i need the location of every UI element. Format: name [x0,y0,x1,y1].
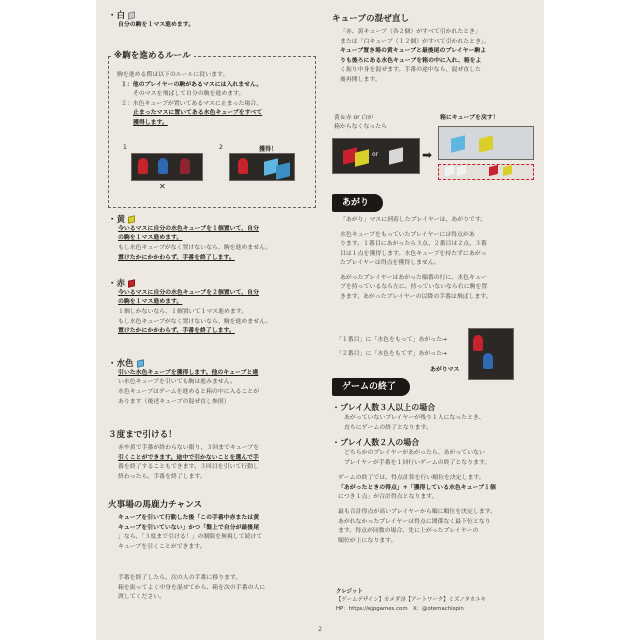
remix-line5: く振り中身を混ぜます。手番の途中なら、混ぜ直した [340,67,481,74]
credit-title: クレジット [336,589,363,595]
score-line3: につき１点」が合計得点となります。 [338,494,438,501]
credit-line1: 【ゲームデザイン】カメダ冴【アートワーク】ミズノタカユキ [336,597,486,604]
remix-fig-caption1: 黄＆赤 or 白が [334,115,374,121]
three-line4: 終わったら、手番を終了します。 [118,473,206,480]
game-end-section [332,402,536,546]
remix-fig-or: or [372,151,379,158]
red-token-icon [238,158,248,174]
remix-line3: キューブ置き場の黄キューブと最後尾のプレイヤー駒よ [340,48,487,55]
goal-line2: 水色キューブをもっていたプレイヤーには得点があ [340,231,475,238]
remix-line4: りも後ろにある水色キューブを箱の中に入れ、箱をよ [340,57,482,64]
white-cube-icon [128,11,135,19]
white-text: 自分の駒を１マス進めます。 [118,21,195,28]
remix-fig-caption2: 箱からなくなったら [334,124,388,130]
rule-item2-line2: 止まったマスに置いてある水色キューブをすべて [133,110,263,117]
rule-item2-line3: 獲得します。 [133,119,168,126]
cyan-cube-icon [276,162,290,179]
blue-token-icon [483,353,493,369]
white-title: ・白 [108,10,316,21]
score-line1: ゲームの終了では、得点計算を行い順位を決定します。 [338,475,485,482]
red-token-icon [473,335,483,351]
yellow-title: ・黄 [108,214,316,225]
goal-title: あがり [332,194,383,212]
red-line4: もし水色キューブがなく置けないなら、駒を進めません。 [118,318,272,325]
fire-chance-section [108,500,316,552]
figure2-caption: 獲得！ [259,146,278,153]
box-return-illustration [438,126,534,160]
fire-line3: 」なら、「３度まで引ける！」の制限を無視して続けて [118,534,263,541]
fire-line4: キューブを引くことができます。 [118,543,206,550]
case2-line1: どちらかのプレイヤーがあがったら、あがっていない [344,450,485,457]
case2-line2: プレイヤーが手番を１回行いゲームの終了となります。 [344,459,491,466]
remix-line2: または「白キューブ（１２個）がすべて引かれたとき」、 [340,38,490,45]
red-line5: 置けたかにかかわらず、手番を終了します。 [118,328,235,335]
score-line2: 「あがったときの得点」+「獲得している水色キューブ１個 [338,484,496,491]
movement-rule-box [108,50,316,208]
yellow-line2: の駒を１マス進めます。 [118,235,183,242]
red-line1: 今いるマスに自分の水色キューブを２個置いて、自分 [118,289,259,296]
figure2-board-illustration [229,153,295,181]
end-turn-section [118,574,326,603]
three-line1: 赤や黄で手番が終わらない限り、３回までキューブを [118,445,260,452]
fire-line1: キューブを引いて行動した後「この手番中赤または黄 [118,515,260,522]
goal-line1: 「あがり」マスに到着したプレイヤーは、あがりです。 [340,217,487,223]
goal-label1: 「１番目」に「水色をもって」あがった→ [336,337,447,343]
case2-title: ・プレイ人数２人の場合 [332,438,420,448]
rank-line4: 順位が上になります。 [338,537,397,544]
end-turn-line1: 手番を終了したら、次の人の手番に移ります。 [118,575,242,581]
page-number: 2 [318,626,322,633]
red-line2: の駒を１マス進めます。 [118,299,183,306]
goal-line8: きます。あがったプレイヤーの以降の手番は飛ばします。 [340,293,492,300]
red-section [108,278,316,337]
red-cube-icon [128,279,135,287]
rule-item1-line2: そのマスを飛ばして自分の駒を進めます。 [133,91,245,98]
end-turn-line3: 渡してください。 [118,594,166,601]
goal-line7: ブを持っているなら左に、持っていないなら右に駒を置 [340,284,488,291]
figure1-board-illustration [131,153,203,181]
cyan-title: ・水色 [108,358,316,369]
cyan-section [108,358,316,407]
white-section [108,10,316,30]
cyan-cube-icon [137,359,144,367]
goal-label3: あがりマス [430,367,460,373]
rank-line3: ます。得点が同数の場合、先に上がったプレイヤーの [338,528,479,535]
cyan-cube-icon [451,135,465,152]
yellow-section [108,214,316,263]
remix-line6: 後再開します。 [340,76,381,83]
red-title: ・赤 [108,278,316,289]
yellow-cube-icon [355,149,369,166]
remix-fig-caption-right: 箱にキューブを戻す！ [440,115,499,121]
goal-section [340,216,544,303]
goal-figure [332,326,536,378]
goal-line4: 目は１点を獲得します。水色キューブを持たずにあがっ [340,250,487,257]
white-cube-icon [457,165,466,176]
remix-line1: 「赤、黄キューブ（各２個）がすべて引かれたとき」 [340,29,481,36]
figure2-label: 2 [219,144,223,151]
goal-line6: あがったプレイヤーはあがった順番の行に、水色キュー [340,274,487,281]
rule-item2-line1: ２：水色キューブが置いてあるマスに止まった場合、 [121,100,263,107]
yellow-line1: 今いるマスに自分の水色キューブを１個置いて、自分 [118,225,259,232]
yellow-cube-icon [479,135,493,152]
case1-line2: 直ちにゲームの終了となります。 [344,424,432,431]
yellow-cube-icon [503,165,512,176]
red-token-icon [180,158,190,174]
credit-section [336,588,536,613]
goal-label2: 「２番目」に「水色をもてず」あがった→ [336,351,447,357]
yellow-cube-icon [128,215,135,223]
red-cube-icon [489,165,498,176]
goal-line3: ります。１番目にあがったら３点、２番目は２点、３番 [340,241,487,248]
fire-chance-title: 火事場の馬鹿力チャンス [108,500,203,510]
three-line3: 番を終了することもできます。３回目を引いて行動し [118,464,259,471]
three-draws-section [108,430,316,482]
red-line3: １個しかないなら、１個置いて１マス進めます。 [118,309,248,316]
rank-line1: 最も合計得点が高いプレイヤーから順に順位を決定します。 [338,508,497,515]
game-end-title: ゲームの終了 [332,378,410,396]
goal-line5: たプレイヤーは得点を獲得しません。 [340,260,440,267]
yellow-line4: 置けたかにかかわらず、手番を終了します。 [118,254,235,261]
remix-figure [332,114,536,192]
three-line2: 引くことができます。途中で引かないことを選んで手 [118,454,259,461]
remix-title: キューブの混ぜ直し [332,14,409,24]
rule-intro: 駒を進める際は以下のルールに従います。 [117,72,229,78]
goal-board-illustration [468,328,514,380]
cyan-line4: あります（後述キューブの混ぜ直し参照） [118,398,230,405]
yellow-line3: もし水色キューブがなく置けないなら、駒を進めません。 [118,245,272,252]
credit-line2: HP：https://ejpgames.com X：@otemachispin [336,605,464,612]
white-cube-icon [445,165,454,176]
rank-line2: あがれなかったプレイヤーは得点に関係なく最下位となり [338,518,491,525]
white-cube-icon [389,147,403,164]
figure1-label: 1 [123,144,127,151]
case1-title: ・プレイ人数３人以上の場合 [332,403,436,412]
case1-line1: あがっていないプレイヤーが残り１人になったとき、 [344,415,485,421]
cube-storage-illustration [438,164,534,180]
rulebook-page [96,0,544,640]
three-draws-title: ３度まで引ける！ [108,430,177,440]
movement-rule-title: ※駒を進めるルール [111,50,194,61]
cyan-line2: い水色キューブを引いても駒は進みません。 [118,379,236,386]
fire-line2: キューブを引いていない」かつ「盤上で自分が最後尾 [118,524,260,531]
end-turn-line2: 箱を振ってよく中身を混ぜてから、箱を次の手番の人に [118,584,266,591]
cyan-line3: 水色キューブはゲームを進めると箱の中に入ることが [118,389,260,396]
figure1-cross-mark: ✕ [159,182,166,191]
remix-section [332,14,536,86]
arrow-right-icon: ➡ [422,148,433,162]
red-token-icon [138,158,148,174]
rule-item1-line1: １：他のプレイヤーの駒があるマスには入れません。 [121,81,263,88]
blue-token-icon [158,158,168,174]
cyan-line1: 引いた水色キューブを獲得します。他のキューブと違 [118,369,259,376]
